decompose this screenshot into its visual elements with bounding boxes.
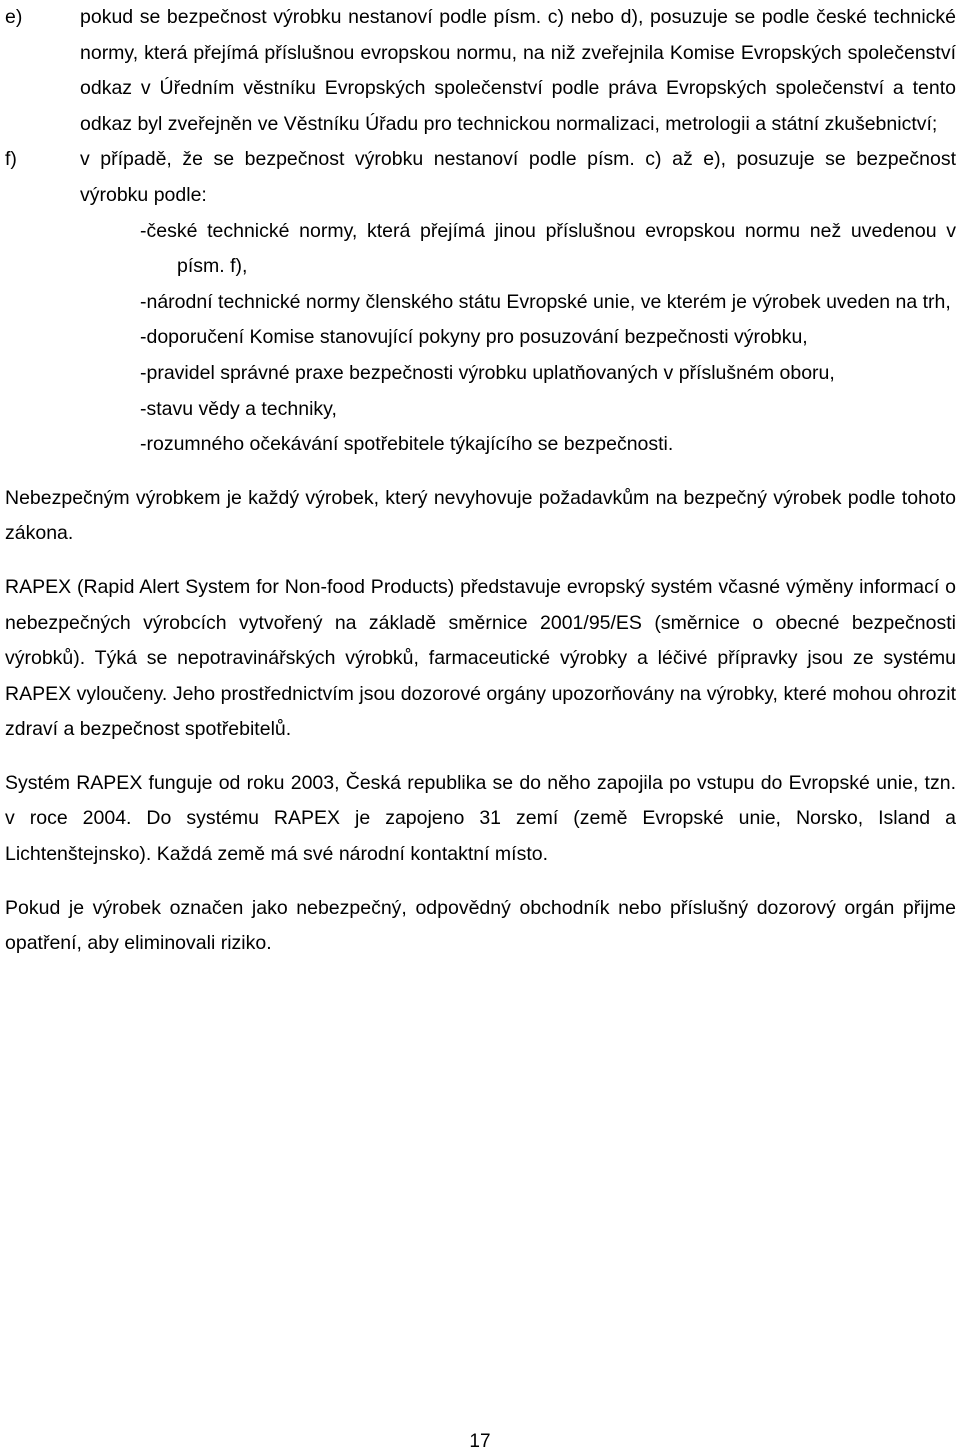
sublist-item: -pravidel správné praxe bezpečnosti výrobku uplatňovaných v příslušném oboru,: [140, 361, 835, 384]
list-item-f-sublist: [5, 214, 956, 463]
list-item-f-text: v případě, že se bezpečnost výrobku nestanoví podle písm. c) až e), posuzuje se bezpečnost výrobku podle:: [80, 148, 956, 206]
list-marker-e: e): [5, 6, 23, 28]
sublist-item: -doporučení Komise stanovující pokyny pro posuzování bezpečnosti výrobku,: [140, 326, 808, 349]
paragraph-dangerous-product: Nebezpečným výrobkem je každý výrobek, který nevyhovuje požadavkům na bezpečný výrobek podle tohoto zákona.: [5, 486, 956, 545]
sublist-item: -rozumného očekávání spotřebitele týkajícího se bezpečnosti.: [140, 433, 674, 456]
document-page: [5, 0, 956, 962]
sublist-item: -národní technické normy členského státu Evropské unie, ve kterém je výrobek uveden na trh,: [140, 290, 951, 313]
list-item-e-text: pokud se bezpečnost výrobku nestanoví podle písm. c) nebo d), posuzuje se podle české technické normy, která přejímá příslušnou evropskou normu, na niž zveřejnila Komise Evropských společenství odkaz v Úředním věstníku Evropských společenství podle práva Evropských společenství a tento odkaz byl zveřejněn ve Věstníku Úřadu pro technickou normalizaci, metrologii a státní zkušebnictví;: [80, 6, 956, 135]
legal-list: [5, 0, 956, 463]
list-item-e: [5, 0, 956, 142]
paragraph-rapex-intro: RAPEX (Rapid Alert System for Non-food Products) představuje evropský systém včasné výměny informací o nebezpečných výrobcích vytvořený na základě směrnice 2001/95/ES (směrnice o obecné bezpečnosti výrobků). Týká se nepotravinářských výrobků, farmaceutické výrobky a léčivé přípravky jsou ze systému RAPEX vyloučeny. Jeho prostřednictvím jsou dozorové orgány upozorňovány na výrobky, které mohou ohrozit zdraví a bezpečnost spotřebitelů.: [5, 575, 956, 741]
sublist-item: -stavu vědy a techniky,: [140, 397, 337, 420]
list-marker-f: f): [5, 148, 17, 171]
page-number: 17: [469, 1431, 491, 1452]
sublist-item: -české technické normy, která přejímá jinou příslušnou evropskou normu než uvedenou v písm. f),: [140, 219, 956, 278]
paragraph-rapex-history: Systém RAPEX funguje od roku 2003, Česká republika se do něho zapojila po vstupu do Evropské unie, tzn. v roce 2004. Do systému RAPEX je zapojeno 31 zemí (země Evropské unie, Norsko, Island a Lichtenštejnsko). Každá země má své národní kontaktní místo.: [5, 771, 956, 866]
list-item-f: [5, 142, 956, 213]
paragraph-measures: Pokud je výrobek označen jako nebezpečný, odpovědný obchodník nebo příslušný dozorový orgán přijme opatření, aby eliminovali riziko.: [5, 896, 956, 955]
